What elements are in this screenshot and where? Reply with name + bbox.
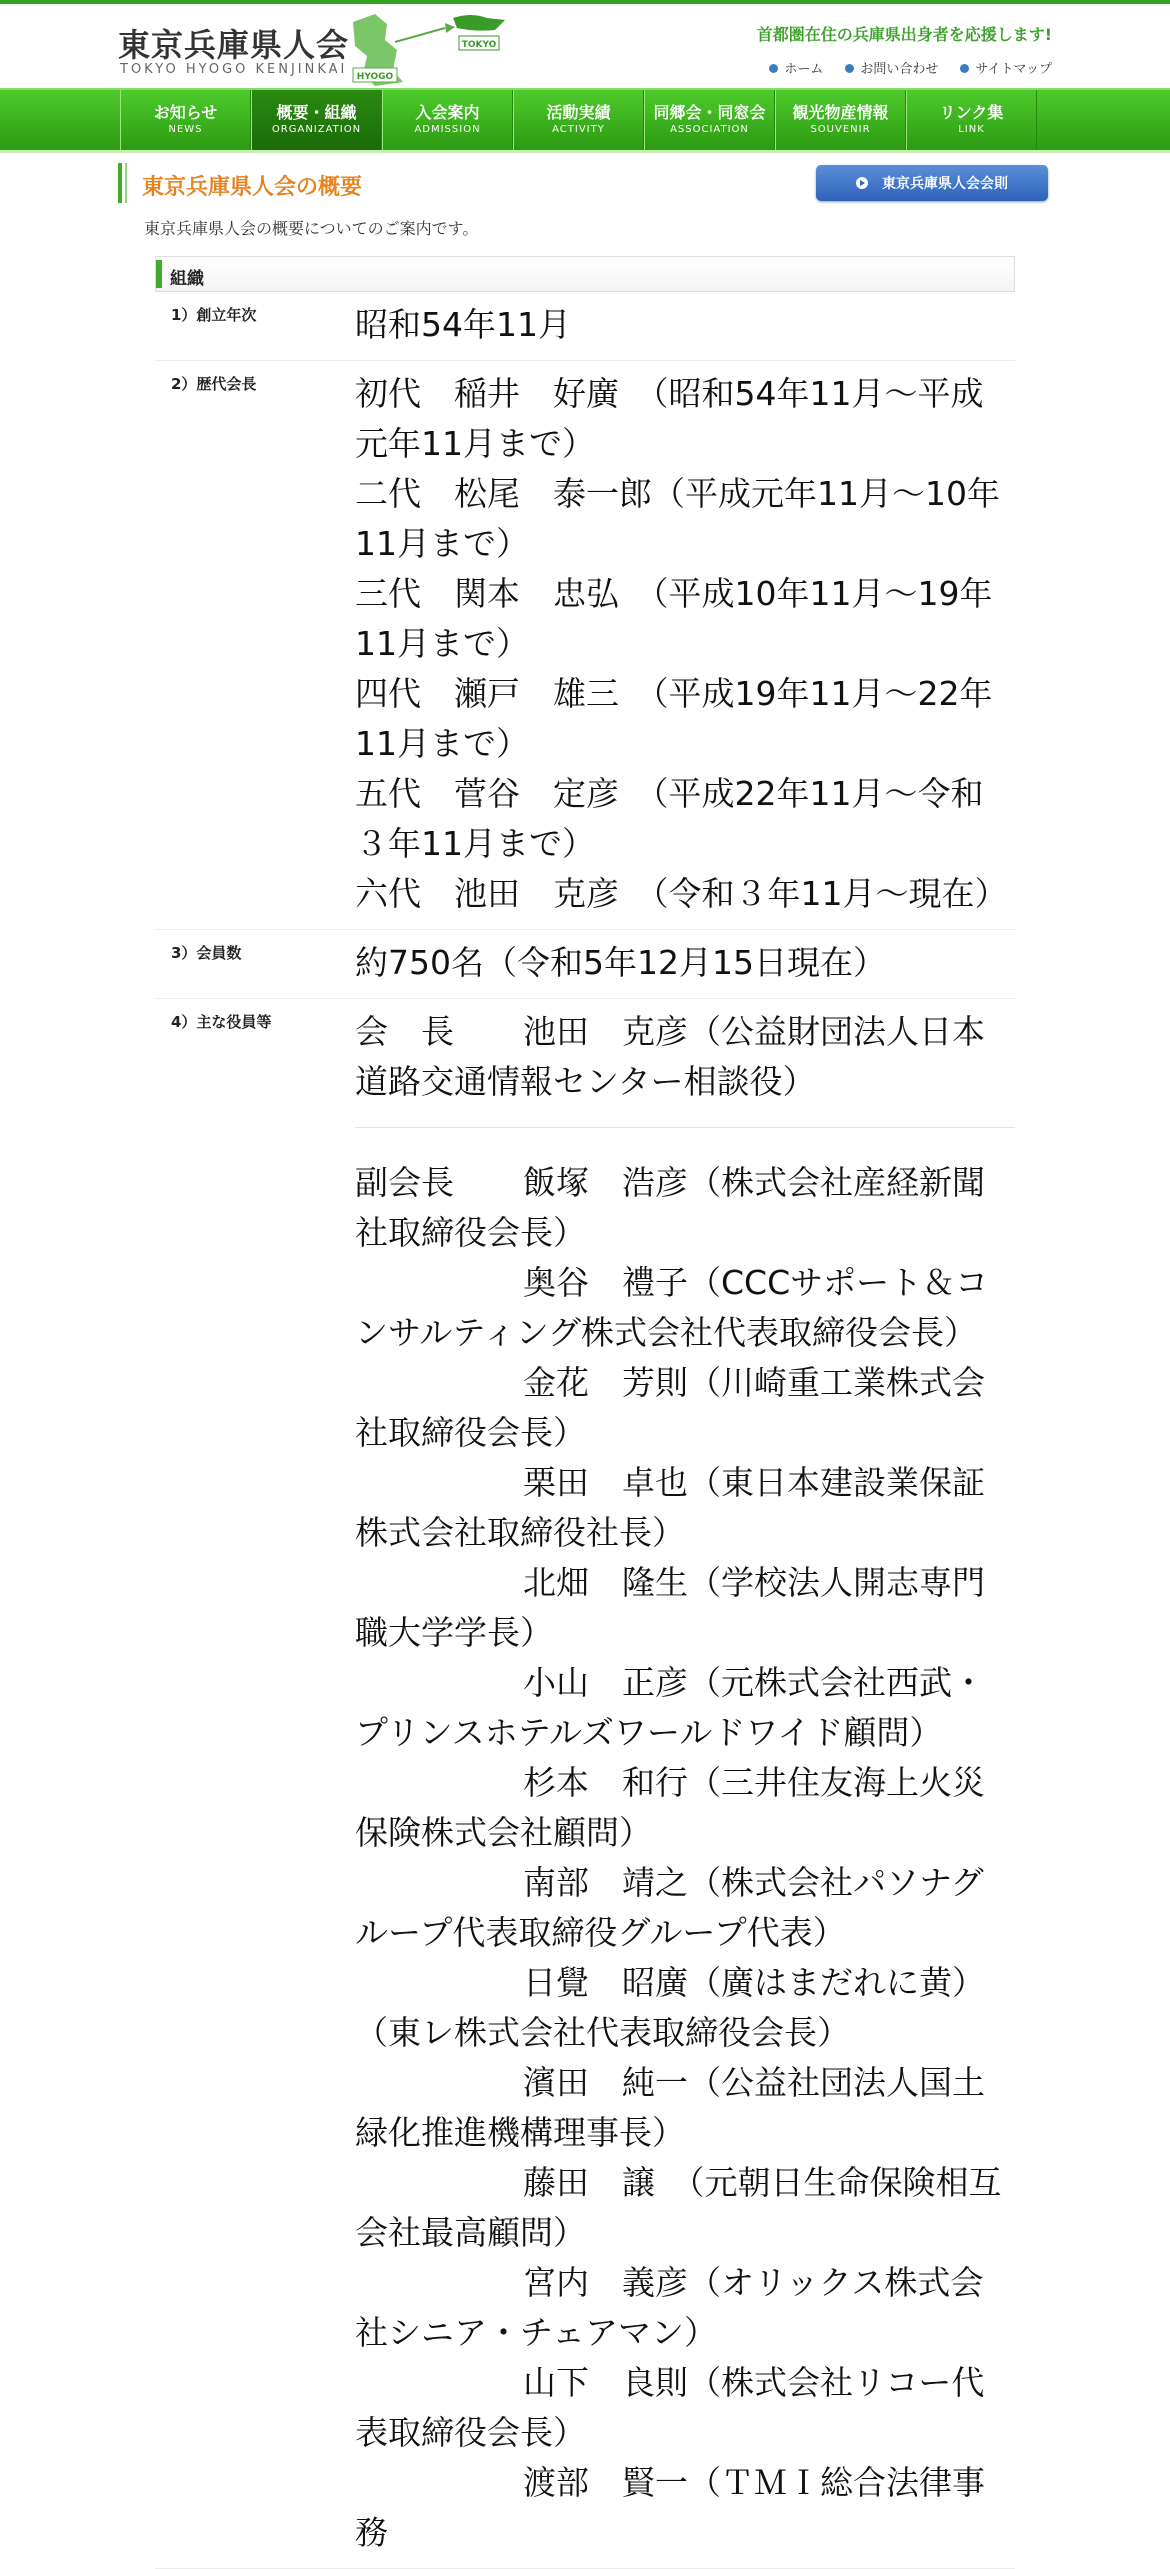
tagline: 首都圏在住の兵庫県出身者を応援します! bbox=[756, 25, 1052, 44]
nav-label: 概要・組織 bbox=[276, 103, 357, 122]
table-row-members bbox=[155, 930, 1015, 999]
nav-sublabel: ASSOCIATION bbox=[670, 124, 749, 135]
row-value: 約750名（令和5年12月15日現在） bbox=[355, 943, 886, 982]
list-item bbox=[355, 2158, 1015, 2258]
officer-position: 副会長 bbox=[355, 1163, 454, 1202]
list-item: 三代 関本 忠弘 （平成10年11月～19年11月まで） bbox=[355, 574, 993, 663]
officer-name: 飯塚 浩彦（株式会社産経新聞社取締役会長） bbox=[355, 1163, 985, 1252]
row-value bbox=[355, 999, 1015, 2568]
map-logo-icon bbox=[345, 10, 515, 88]
row-label: 4）主な役員等 bbox=[171, 1013, 272, 1031]
arrow-bullet-icon bbox=[845, 64, 854, 73]
list-item bbox=[355, 1158, 1015, 1258]
officer-name: 池田 克彦（公益財団法人日本道路交通情報センター相談役） bbox=[355, 1012, 985, 1101]
list-item bbox=[355, 1958, 1015, 2058]
officer-name: 渡部 賢一（ＴＭＩ総合法律事務 bbox=[355, 2463, 985, 2552]
intro-text: 東京兵庫県人会の概要についてのご案内です。 bbox=[144, 219, 479, 238]
heading-bar bbox=[118, 163, 122, 203]
global-nav bbox=[0, 88, 1170, 153]
site-logo-english: TOKYO HYOGO KENJINKAI bbox=[120, 62, 348, 77]
util-link-home[interactable] bbox=[769, 58, 823, 77]
nav-item-association[interactable] bbox=[644, 90, 775, 150]
list-item: 初代 稲井 好廣 （昭和54年11月～平成元年11月まで） bbox=[355, 374, 984, 463]
nav-label: 入会案内 bbox=[415, 103, 480, 122]
list-item: 五代 菅谷 定彦 （平成22年11月～令和３年11月まで） bbox=[355, 774, 984, 863]
nav-sublabel: LINK bbox=[958, 124, 985, 135]
nav-item-admission[interactable] bbox=[382, 90, 513, 150]
rules-button-label: 東京兵庫県人会会則 bbox=[882, 176, 1008, 192]
site-logo[interactable]: 東京兵庫県人会 bbox=[118, 26, 350, 64]
rules-button[interactable] bbox=[816, 165, 1048, 201]
nav-sublabel: ACTIVITY bbox=[552, 124, 605, 135]
row-label: 3）会員数 bbox=[171, 944, 242, 962]
utility-links bbox=[769, 58, 1052, 77]
arrow-bullet-icon bbox=[960, 64, 969, 73]
list-item bbox=[355, 1007, 1015, 1107]
row-value: 昭和54年11月 bbox=[355, 305, 571, 344]
org-table bbox=[155, 292, 1015, 2569]
list-item bbox=[355, 2358, 1015, 2458]
list-item bbox=[355, 1558, 1015, 1658]
nav-item-organization[interactable] bbox=[251, 90, 382, 150]
play-circle-icon bbox=[856, 177, 868, 189]
list-item bbox=[355, 2458, 1015, 2558]
nav-label: お知らせ bbox=[153, 103, 218, 122]
arrow-bullet-icon bbox=[769, 64, 778, 73]
nav-sublabel: ORGANIZATION bbox=[271, 124, 362, 135]
nav-item-activity[interactable] bbox=[513, 90, 644, 150]
row-label: 2）歴代会長 bbox=[171, 375, 257, 393]
util-link-contact[interactable] bbox=[845, 58, 938, 77]
divider bbox=[355, 1127, 1015, 1128]
section-title: 組織 bbox=[170, 269, 204, 289]
list-item bbox=[355, 1758, 1015, 1858]
nav-sublabel: ADMISSION bbox=[414, 124, 481, 135]
officer-name: 藤田 譲 （元朝日生命保険相互会社最高顧問） bbox=[355, 2163, 1002, 2252]
list-item bbox=[355, 1258, 1015, 1358]
list-item: 四代 瀬戸 雄三 （平成19年11月～22年11月まで） bbox=[355, 674, 993, 763]
util-link-sitemap[interactable] bbox=[960, 58, 1052, 77]
table-row-founded bbox=[155, 292, 1015, 361]
nav-sublabel: SOUVENIR bbox=[810, 124, 871, 135]
util-link-label: ホーム bbox=[784, 62, 824, 77]
nav-label: 活動実績 bbox=[546, 103, 611, 122]
row-value bbox=[355, 361, 1015, 929]
officer-name: 宮内 義彦（オリックス株式会社シニア・チェアマン） bbox=[355, 2263, 984, 2352]
table-row-presidents bbox=[155, 361, 1015, 930]
officer-name: 日覺 昭廣（廣はまだれに黄）（東レ株式会社代表取締役会長） bbox=[355, 1963, 985, 2052]
nav-label: 観光物産情報 bbox=[792, 103, 889, 122]
util-link-label: お問い合わせ bbox=[860, 62, 939, 77]
nav-item-link[interactable] bbox=[906, 90, 1037, 150]
nav-item-news[interactable] bbox=[120, 90, 251, 150]
list-item: 六代 池田 克彦 （令和３年11月～現在） bbox=[355, 874, 1008, 913]
section-bar bbox=[156, 260, 162, 288]
page-title: 東京兵庫県人会の概要 bbox=[142, 175, 363, 200]
list-item bbox=[355, 1458, 1015, 1558]
util-link-label: サイトマップ bbox=[975, 62, 1052, 77]
list-item bbox=[355, 1358, 1015, 1458]
nav-label: 同郷会・同窓会 bbox=[653, 103, 766, 122]
list-item bbox=[355, 2258, 1015, 2358]
table-row-officers bbox=[155, 999, 1015, 2569]
nav-sublabel: NEWS bbox=[168, 124, 203, 135]
officer-position: 会 長 bbox=[355, 1012, 454, 1051]
officer-name: 奥谷 禮子（CCCサポート＆コンサルティング株式会社代表取締役会長） bbox=[355, 1263, 989, 1352]
heading-bar-light bbox=[125, 163, 127, 203]
officer-name: 北畑 隆生（学校法人開志専門職大学学長） bbox=[355, 1563, 985, 1652]
officer-name: 栗田 卓也（東日本建設業保証株式会社取締役社長） bbox=[355, 1463, 985, 1552]
list-item: 二代 松尾 泰一郎（平成元年11月～10年11月まで） bbox=[355, 474, 1000, 563]
row-label: 1）創立年次 bbox=[171, 306, 257, 324]
map-label-tokyo: TOKYO bbox=[461, 40, 497, 50]
officer-name: 金花 芳則（川崎重工業株式会社取締役会長） bbox=[355, 1363, 985, 1452]
site-header bbox=[0, 4, 1170, 88]
officer-name: 小山 正彦（元株式会社西武・プリンスホテルズワールドワイド顧問） bbox=[355, 1663, 985, 1752]
list-item bbox=[355, 2058, 1015, 2158]
officer-name: 杉本 和行（三井住友海上火災保険株式会社顧問） bbox=[355, 1763, 985, 1852]
officer-name: 南部 靖之（株式会社パソナグループ代表取締役グループ代表） bbox=[355, 1863, 984, 1952]
nav-item-souvenir[interactable] bbox=[775, 90, 906, 150]
list-item bbox=[355, 1658, 1015, 1758]
officer-name: 濱田 純一（公益社団法人国土緑化推進機構理事長） bbox=[355, 2063, 985, 2152]
list-item bbox=[355, 1858, 1015, 1958]
section-header bbox=[155, 256, 1015, 292]
officer-name: 山下 良則（株式会社リコー代表取締役会長） bbox=[355, 2363, 985, 2452]
map-label-hyogo: HYOGO bbox=[356, 72, 394, 82]
nav-label: リンク集 bbox=[939, 103, 1004, 122]
